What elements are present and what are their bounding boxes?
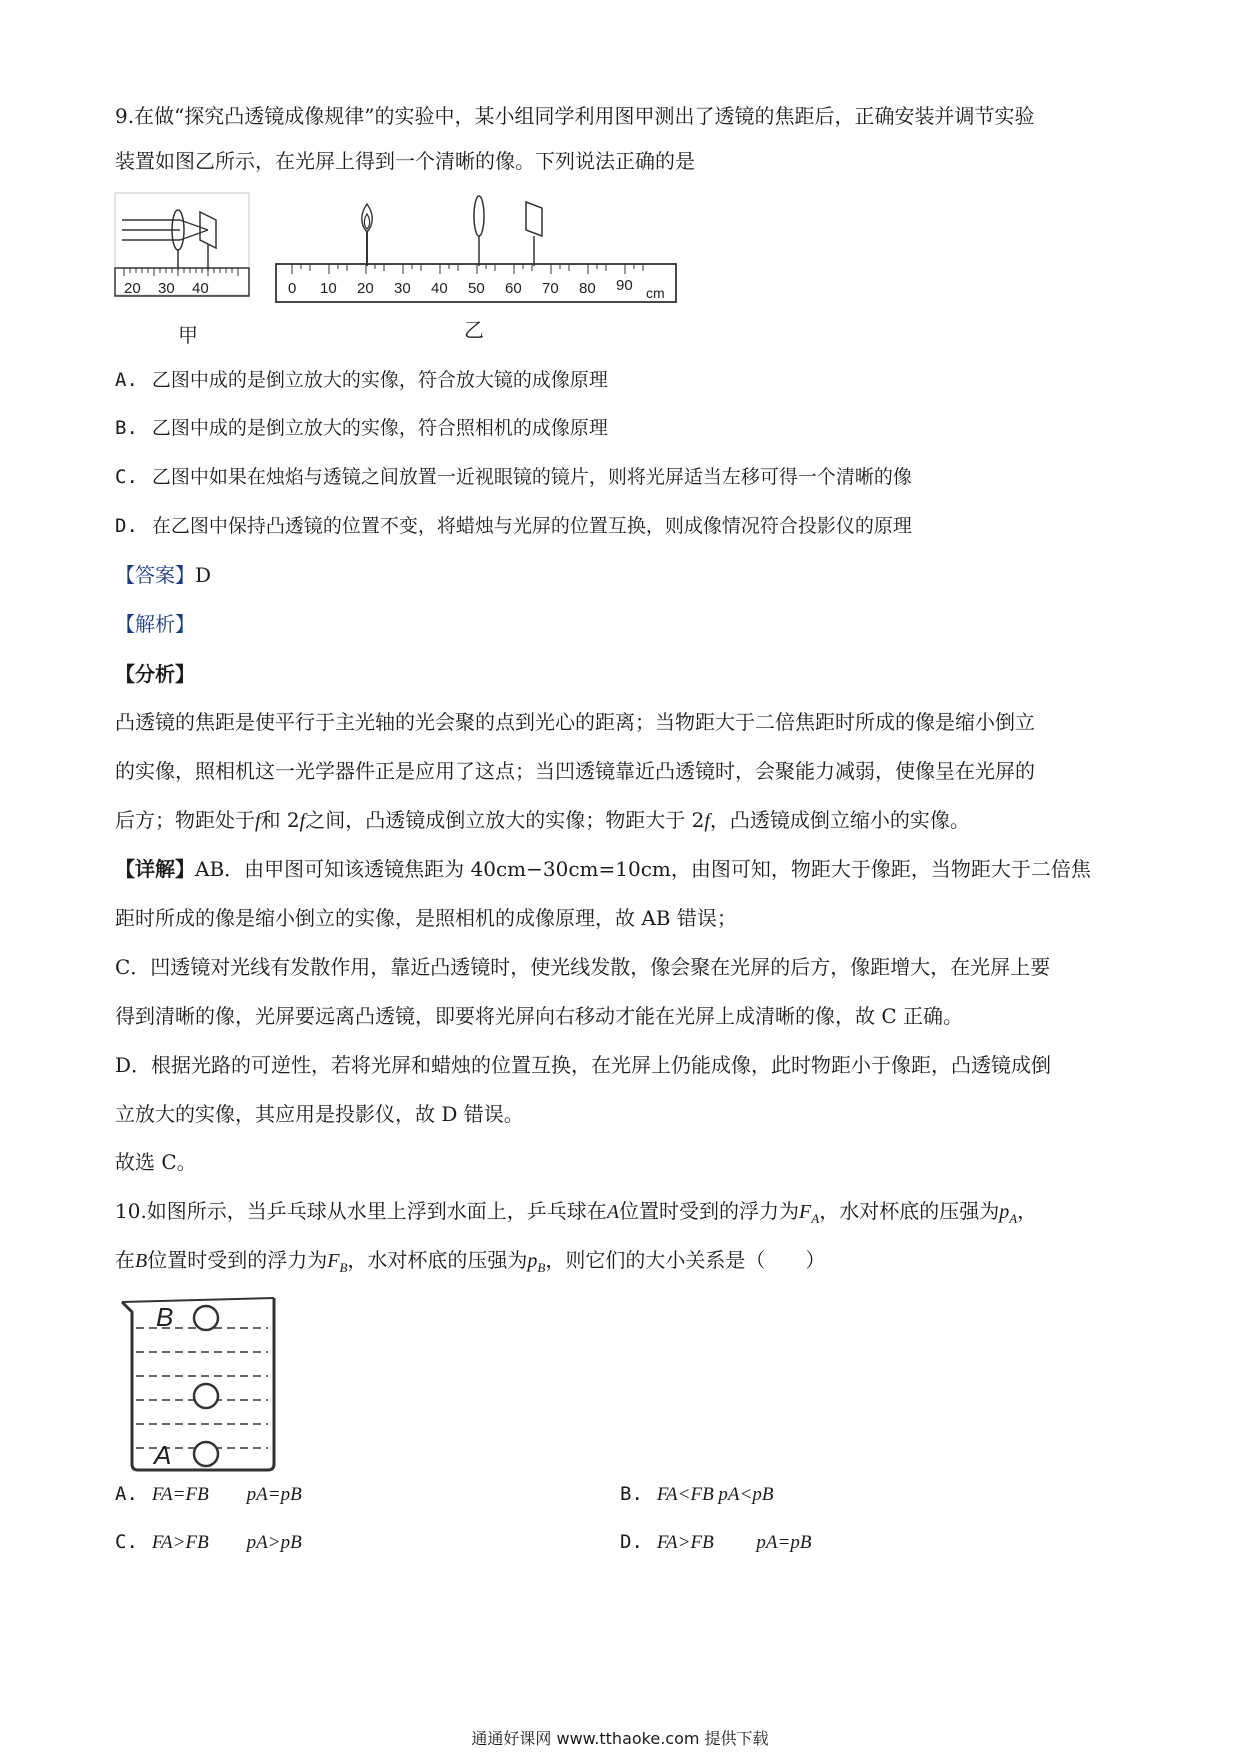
q9-detail-line-2: 距时所成的像是缩小倒立的实像，是照相机的成像原理，故 AB 错误； <box>115 906 737 930</box>
q10-option-key: C. <box>115 1531 138 1553</box>
yi-tick-60: 60 <box>505 280 522 297</box>
q10-option-key: B. <box>620 1483 643 1505</box>
q9-answer: 【答案】D <box>115 563 212 587</box>
q9-detail-line-6: 立放大的实像，其应用是投影仪，故 D 错误。 <box>115 1102 524 1126</box>
q10-stem-line-1: 10.如图所示，当乒乓球从水里上浮到水面上，乒乓球在A位置时受到的浮力为$F_A$，水对杯底的压强为$p_A$， <box>115 1199 1038 1226</box>
jia-tick-40: 40 <box>192 280 209 297</box>
beaker-figure <box>118 1294 288 1474</box>
q9-stem-line-2: 装置如图乙所示，在光屏上得到一个清晰的像。下列说法正确的是 <box>115 149 695 173</box>
yi-tick-0: 0 <box>288 280 297 297</box>
q9-fenxi-line-3: 后方；物距处于f和 2f之间，凸透镜成倒立放大的实像；物距大于 2f，凸透镜成倒立缩小的实像。 <box>115 808 970 832</box>
q9-option-b[interactable]: B. 乙图中成的是倒立放大的实像，符合照相机的成像原理 <box>115 417 608 439</box>
q10-option-key: A. <box>115 1483 138 1505</box>
q10-option-b[interactable] <box>620 1480 773 1509</box>
yi-tick-50: 50 <box>468 280 485 297</box>
beaker-label-a: A <box>154 1440 172 1470</box>
yi-tick-40: 40 <box>431 280 448 297</box>
page-footer: 通通好课网 www.tthaoke.com 提供下载 <box>471 1729 769 1748</box>
q9-conclusion: 故选 C。 <box>115 1150 197 1174</box>
yi-unit: cm <box>646 285 665 301</box>
q10-option-text: FA>FB pA=pB <box>656 1532 812 1553</box>
q10-stem-line-2: 在B位置时受到的浮力为$F_B$，水对杯底的压强为$p_B$，则它们的大小关系是（ ） <box>115 1248 826 1275</box>
yi-tick-90: 90 <box>616 277 633 294</box>
q9-detail-line-1: 【详解】AB．由甲图可知该透镜焦距为 40cm−30cm=10cm，由图可知，物距大于像距，当物距大于二倍焦 <box>115 857 1091 881</box>
q9-stem-line-1: 9.在做“探究凸透镜成像规律”的实验中，某小组同学利用图甲测出了透镜的焦距后，正确安装并调节实验 <box>115 104 1035 128</box>
q9-detail-line-3: C．凹透镜对光线有发散作用，靠近凸透镜时，使光线发散，像会聚在光屏的后方，像距增大，在光屏上要 <box>115 955 1051 979</box>
q9-analysis-label: 【解析】 <box>115 612 195 636</box>
q9-fenxi-line-1: 凸透镜的焦距是使平行于主光轴的光会聚的点到光心的距离；当物距大于二倍焦距时所成的像是缩小倒立 <box>115 710 1035 734</box>
jia-caption: 甲 <box>178 325 198 347</box>
jia-tick-20: 20 <box>124 280 141 297</box>
jia-tick-30: 30 <box>158 280 175 297</box>
q9-option-c[interactable]: C. 乙图中如果在烛焰与透镜之间放置一近视眼镜的镜片，则将光屏适当左移可得一个清晰的像 <box>115 466 912 488</box>
beaker-label-b: B <box>156 1302 174 1332</box>
yi-tick-20: 20 <box>357 280 374 297</box>
q9-detail-line-5: D．根据光路的可逆性，若将光屏和蜡烛的位置互换，在光屏上仍能成像，此时物距小于像距，凸透镜成倒 <box>115 1053 1052 1077</box>
figure-yi <box>272 192 682 352</box>
yi-tick-10: 10 <box>320 280 337 297</box>
yi-tick-80: 80 <box>579 280 596 297</box>
yi-caption: 乙 <box>464 320 484 342</box>
yi-tick-70: 70 <box>542 280 559 297</box>
q9-option-d[interactable]: D. 在乙图中保持凸透镜的位置不变，将蜡烛与光屏的位置互换，则成像情况符合投影仪的原理 <box>115 515 912 537</box>
q9-fenxi-label: 【分析】 <box>115 662 195 686</box>
q10-option-a[interactable] <box>115 1480 302 1509</box>
q10-option-text: FA=FB pA=pB <box>151 1484 302 1505</box>
yi-tick-30: 30 <box>394 280 411 297</box>
figure-jia <box>112 192 272 352</box>
q10-option-text: FA<FB pA<pB <box>656 1484 774 1505</box>
q9-option-a[interactable]: A. 乙图中成的是倒立放大的实像，符合放大镜的成像原理 <box>115 369 608 391</box>
q10-option-c[interactable] <box>115 1528 302 1557</box>
q10-option-d[interactable] <box>620 1528 811 1557</box>
q9-fenxi-line-2: 的实像，照相机这一光学器件正是应用了这点；当凹透镜靠近凸透镜时，会聚能力减弱，使像呈在光屏的 <box>115 759 1035 783</box>
q10-option-key: D. <box>620 1531 643 1553</box>
q9-detail-line-4: 得到清晰的像，光屏要远离凸透镜，即要将光屏向右移动才能在光屏上成清晰的像，故 C 正确。 <box>115 1004 964 1028</box>
q10-option-text: FA>FB pA>pB <box>151 1532 302 1553</box>
